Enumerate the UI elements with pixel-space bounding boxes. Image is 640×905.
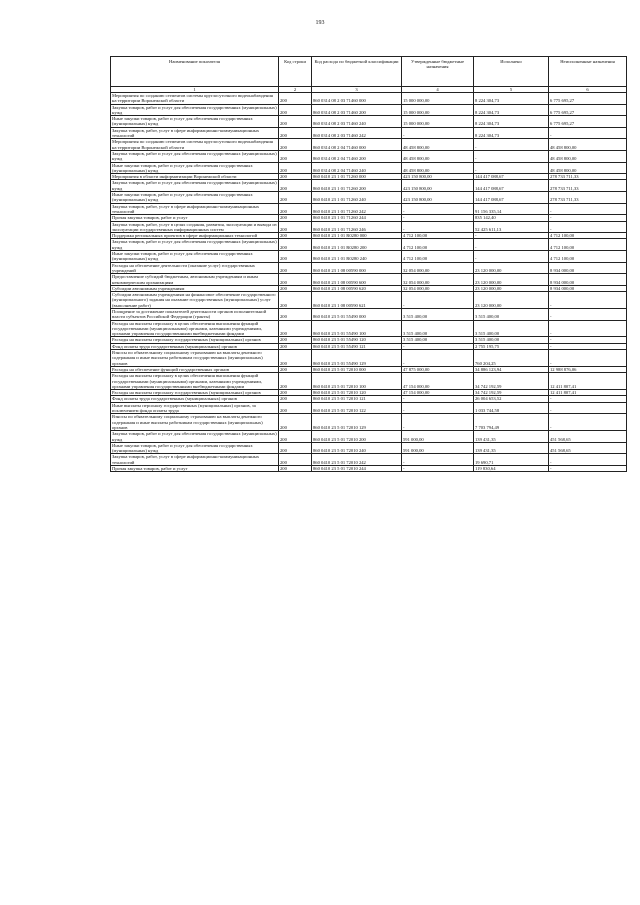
table-row (111, 262, 627, 274)
table-row (111, 431, 627, 443)
row-kbk: 860 0410 23 5 01 72010 100 (312, 373, 402, 390)
row-approved: - (402, 454, 474, 466)
header-row (111, 57, 627, 87)
row-executed: 8 224 304,73 (474, 127, 549, 139)
column-number: 6 (549, 87, 627, 93)
row-unexecuted: 4 712 100,00 (549, 233, 627, 239)
row-approved: - (402, 343, 474, 349)
row-name: Поощрение за достижение показателей деятельности органов исполнительной власти субъектов Российской Федерации (гранты) (111, 308, 279, 320)
row-executed: 7 703 794,49 (474, 414, 549, 431)
row-executed: 52 425 611,13 (474, 221, 549, 233)
row-approved: 47 154 000,00 (402, 373, 474, 390)
row-name: Субсидии автономным учреждениям на финансовое обеспечение государственного (муниципального) задания на оказание государственных (муниципальных) услуг (выполнение работ) (111, 292, 279, 309)
row-executed: 144 417 088,67 (474, 180, 549, 192)
row-name: Иные закупки товаров, работ и услуг для обеспечения государственных (муниципальных) нужд (111, 251, 279, 263)
column-number: 5 (474, 87, 549, 93)
row-name: Мероприятия в области информатизации Воронежской области (111, 174, 279, 180)
row-name: Расходы на выплаты персоналу в целях обеспечения выполнения функций государственными (муниципальными) органами, казенными учреждениями, органами управления государственными внебюджетными фондами (111, 373, 279, 390)
row-unexecuted: - (549, 320, 627, 337)
row-kbk: 860 0410 23 5 01 72010 129 (312, 414, 402, 431)
row-name: Предоставление субсидий бюджетным, автономным учреждениям и иным некоммерческим организациям (111, 274, 279, 286)
row-unexecuted: - (549, 292, 627, 309)
row-approved: 423 150 800,00 (402, 192, 474, 204)
row-kbk: 860 0410 23 1 01 71260 240 (312, 192, 402, 204)
row-executed: 19 690,71 (474, 454, 549, 466)
row-name: Расходы на выплаты персоналу в целях обеспечения выполнения функций государственными (муниципальными) органами, казенными учреждениями, органами управления государственными внебюджетными фондами (111, 320, 279, 337)
table-row (111, 127, 627, 139)
row-name: Закупка товаров, работ и услуг для обеспечения государственных (муниципальных) нужд (112, 431, 277, 442)
row-unexecuted: - (549, 466, 627, 472)
row-unexecuted: 451 568,65 (549, 431, 627, 443)
row-executed: 760 204,25 (474, 350, 549, 367)
row-line-code: 200 (279, 414, 312, 431)
row-executed: - (474, 139, 549, 151)
row-unexecuted: 6 775 695,27 (549, 104, 627, 116)
row-unexecuted: 48 458 800,00 (549, 162, 627, 174)
row-approved: - (402, 396, 474, 402)
row-kbk: 860 0410 23 5 01 55490 129 (312, 350, 402, 367)
row-approved: 423 150 800,00 (402, 174, 474, 180)
row-name: Закупка товаров, работ и услуг для обеспечения государственных (муниципальных) нужд (112, 239, 277, 250)
row-approved: 32 054 000,00 (402, 274, 474, 286)
row-kbk: 860 0314 08 2 03 71460 242 (312, 127, 402, 139)
row-approved: 591 000,00 (402, 442, 474, 454)
table-row (111, 150, 627, 162)
row-kbk: 860 0410 23 1 01 R0280 240 (312, 251, 402, 263)
row-line-code: 200 (279, 274, 312, 286)
budget-execution-table (110, 56, 627, 472)
row-approved: 4 712 100,00 (402, 251, 474, 263)
row-unexecuted: - (549, 337, 627, 343)
row-kbk: 860 0410 23 5 01 72010 000 (312, 366, 402, 372)
row-executed: 1 033 744,58 (474, 402, 549, 414)
row-approved: 4 712 100,00 (402, 233, 474, 239)
row-line-code: 200 (279, 203, 312, 215)
row-kbk: 860 0314 08 2 03 71460 200 (312, 104, 402, 116)
row-name: Взносы по обязательному социальному страхованию на выплаты денежного содержания и иные выплаты работникам государственных (муниципальных) органов (111, 414, 279, 431)
table-row (111, 274, 627, 286)
row-kbk: 860 0410 23 1 01 71260 200 (312, 180, 402, 192)
row-name: Фонд оплаты труда государственных (муниципальных) органов (111, 343, 279, 349)
row-line-code: 200 (279, 150, 312, 162)
row-unexecuted: 48 458 800,00 (549, 139, 627, 151)
table-row (111, 221, 627, 233)
table-row (111, 192, 627, 204)
header-approved: Утвержденные бюджетные назначения (402, 57, 474, 87)
row-executed: 119 830,64 (474, 466, 549, 472)
row-kbk: 860 0410 23 1 01 71260 242 (312, 203, 402, 215)
row-kbk: 860 0410 23 1 08 00590 620 (312, 285, 402, 291)
row-unexecuted: 4 712 100,00 (549, 239, 627, 251)
row-unexecuted: - (549, 308, 627, 320)
row-line-code: 200 (279, 116, 312, 128)
row-executed: 23 120 000,00 (474, 274, 549, 286)
row-kbk: 860 0410 23 5 01 55490 000 (312, 308, 402, 320)
row-kbk: 860 0314 08 2 04 71460 200 (312, 150, 402, 162)
row-unexecuted: - (549, 221, 627, 233)
row-kbk: 860 0410 23 5 01 72010 244 (312, 466, 402, 472)
row-executed: 144 417 088,67 (474, 174, 549, 180)
row-unexecuted: 12 988 876,06 (549, 366, 627, 372)
row-line-code: 200 (279, 93, 312, 105)
row-line-code: 200 (279, 233, 312, 239)
row-kbk: 860 0410 23 5 01 55490 121 (312, 343, 402, 349)
row-executed: 34 886 123,94 (474, 366, 549, 372)
row-line-code: 200 (279, 390, 312, 396)
row-name: Закупка товаров, работ, услуг в сфере информационно-коммуникационных технологий (111, 454, 279, 466)
table-row (111, 162, 627, 174)
row-approved: 48 458 800,00 (402, 150, 474, 162)
row-kbk: 860 0410 23 5 01 72010 240 (312, 442, 402, 454)
row-executed: 8 224 304,73 (474, 93, 549, 105)
row-approved: 15 000 000,00 (402, 104, 474, 116)
row-executed: - (474, 251, 549, 263)
row-line-code: 200 (279, 285, 312, 291)
row-name: Иные закупки товаров, работ и услуг для обеспечения государственных (муниципальных) нужд (111, 116, 279, 128)
row-approved: 423 150 800,00 (402, 180, 474, 192)
table-row (111, 239, 627, 251)
row-approved: 3 515 400,00 (402, 337, 474, 343)
row-approved: 48 458 800,00 (402, 162, 474, 174)
row-name: Прочая закупка товаров, работ и услуг (111, 466, 279, 472)
table-row (111, 350, 627, 367)
row-executed: 23 120 000,00 (474, 285, 549, 291)
row-name: Иные закупки товаров, работ и услуг для обеспечения государственных (муниципальных) нужд (111, 192, 279, 204)
row-line-code: 200 (279, 239, 312, 251)
row-line-code: 200 (279, 396, 312, 402)
row-executed: - (474, 233, 549, 239)
table-row (111, 320, 627, 337)
row-line-code: 200 (279, 454, 312, 466)
row-executed: 8 224 304,73 (474, 104, 549, 116)
row-approved: - (402, 203, 474, 215)
row-kbk: 860 0410 23 1 01 71260 246 (312, 221, 402, 233)
row-executed: 3 515 400,00 (474, 308, 549, 320)
row-executed: 34 742 192,59 (474, 390, 549, 396)
table-row (111, 203, 627, 215)
row-executed: 139 431,35 (474, 442, 549, 454)
row-approved: - (402, 221, 474, 233)
row-kbk: 860 0410 23 1 01 R0280 000 (312, 233, 402, 239)
row-kbk: 860 0314 08 2 03 71460 240 (312, 116, 402, 128)
row-kbk: 860 0410 23 1 08 00590 621 (312, 292, 402, 309)
header-unexecuted: Неисполненные назначения (549, 57, 627, 87)
row-unexecuted: 6 775 695,27 (549, 116, 627, 128)
row-name: Закупка товаров, работ и услуг для обеспечения государственных (муниципальных) нужд (112, 180, 277, 191)
row-approved: 32 054 000,00 (402, 285, 474, 291)
column-number: 2 (279, 87, 312, 93)
table-row (111, 454, 627, 466)
row-name: Закупка товаров, работ и услуг для обеспечения государственных (муниципальных) нужд (112, 104, 277, 115)
row-name: Закупка товаров, работ и услуг для обеспечения государственных (муниципальных) нужд (112, 150, 277, 162)
row-kbk: 860 0410 23 5 01 72010 120 (312, 390, 402, 396)
row-name: Закупка товаров, работ, услуг в целях создания, развития, эксплуатации и вывода из эксплуатации государственных информационных систем (112, 221, 277, 232)
row-unexecuted: - (549, 350, 627, 367)
row-line-code: 200 (279, 221, 312, 233)
row-executed: - (474, 162, 549, 174)
row-name: Расходы на выплаты персоналу государственных (муниципальных) органов (111, 390, 279, 396)
table-row (111, 116, 627, 128)
column-number: 4 (402, 87, 474, 93)
row-executed: 23 120 000,00 (474, 292, 549, 309)
row-unexecuted: - (549, 215, 627, 221)
row-name: Поддержка региональных проектов в сфере информационных технологий (111, 233, 279, 239)
row-executed: - (474, 150, 549, 162)
row-unexecuted: - (549, 454, 627, 466)
row-name: Фонд оплаты труда государственных (муниципальных) органов (111, 396, 279, 402)
row-unexecuted: 48 458 800,00 (549, 150, 627, 162)
row-name: Иные закупки товаров, работ и услуг для обеспечения государственных (муниципальных) нужд (111, 442, 279, 454)
table-row (111, 373, 627, 390)
row-unexecuted: 8 934 000,00 (549, 262, 627, 274)
row-executed: 3 515 400,00 (474, 320, 549, 337)
row-line-code: 200 (279, 337, 312, 343)
row-executed: 144 417 088,67 (474, 192, 549, 204)
row-kbk: 860 0410 23 1 01 71260 244 (312, 215, 402, 221)
row-kbk: 860 0410 23 5 01 72010 200 (312, 431, 402, 443)
table-row (111, 402, 627, 414)
row-unexecuted: 4 712 100,00 (549, 251, 627, 263)
row-line-code: 200 (279, 402, 312, 414)
table-row (111, 251, 627, 263)
row-unexecuted: - (549, 396, 627, 402)
row-line-code: 200 (279, 350, 312, 367)
row-name: Расходы на выплаты персоналу государственных (муниципальных) органов (111, 337, 279, 343)
row-kbk: 860 0410 23 1 01 R0280 200 (312, 239, 402, 251)
row-executed: 139 431,35 (474, 431, 549, 443)
row-unexecuted: 278 733 711,33 (549, 192, 627, 204)
row-approved: 15 000 000,00 (402, 116, 474, 128)
row-approved: 4 712 100,00 (402, 239, 474, 251)
row-name: Закупка товаров, работ, услуг в сфере информационно-коммуникационных технологий (111, 203, 279, 215)
row-line-code: 200 (279, 466, 312, 472)
row-approved: 591 000,00 (402, 431, 474, 443)
row-approved: 47 875 000,00 (402, 366, 474, 372)
row-unexecuted: - (549, 203, 627, 215)
row-name: Иные закупки товаров, работ и услуг для обеспечения государственных (муниципальных) нужд (111, 162, 279, 174)
row-line-code: 200 (279, 104, 312, 116)
row-approved: - (402, 215, 474, 221)
table-row (111, 466, 627, 472)
row-kbk: 860 0410 23 1 08 00590 000 (312, 262, 402, 274)
row-line-code: 200 (279, 262, 312, 274)
table-row (111, 442, 627, 454)
row-line-code: 200 (279, 162, 312, 174)
table-row (111, 292, 627, 309)
row-unexecuted: 8 934 000,00 (549, 285, 627, 291)
row-kbk: 860 0410 23 5 01 72010 242 (312, 454, 402, 466)
row-line-code: 200 (279, 139, 312, 151)
row-executed: 2 755 195,75 (474, 343, 549, 349)
row-name: Мероприятия по созданию сегментов системы круглосуточного видеонаблюдения на территории Воронежской области (111, 139, 279, 151)
row-approved: - (402, 292, 474, 309)
row-line-code: 200 (279, 180, 312, 192)
header-line-code: Код строки (279, 57, 312, 87)
row-line-code: 200 (279, 442, 312, 454)
row-unexecuted: 8 934 000,00 (549, 274, 627, 286)
table-row (111, 414, 627, 431)
row-unexecuted: - (549, 414, 627, 431)
row-kbk: 860 0410 23 5 01 72010 121 (312, 396, 402, 402)
row-approved: 32 054 000,00 (402, 262, 474, 274)
row-name: Расходы на обеспечение деятельности (оказание услуг) государственных учреждений (111, 262, 279, 274)
row-name: Закупка товаров, работ, услуг в сфере информационно-коммуникационных технологий (111, 127, 279, 139)
row-line-code: 200 (279, 431, 312, 443)
table-row (111, 180, 627, 192)
row-approved: 47 154 000,00 (402, 390, 474, 396)
header-name: Наименование показателя (111, 57, 279, 87)
row-kbk: 860 0314 08 2 04 71460 240 (312, 162, 402, 174)
row-approved: - (402, 127, 474, 139)
row-line-code: 200 (279, 192, 312, 204)
row-kbk: 860 0410 23 5 01 72010 122 (312, 402, 402, 414)
row-unexecuted: 6 775 695,27 (549, 93, 627, 105)
row-unexecuted: - (549, 343, 627, 349)
row-line-code: 200 (279, 308, 312, 320)
row-unexecuted: 451 568,65 (549, 442, 627, 454)
row-approved: - (402, 350, 474, 367)
row-line-code: 200 (279, 320, 312, 337)
table-row (111, 139, 627, 151)
table-row (111, 93, 627, 105)
row-line-code: 200 (279, 292, 312, 309)
row-approved: 48 458 800,00 (402, 139, 474, 151)
row-unexecuted: - (549, 402, 627, 414)
header-kbk: Код расхода по бюджетной классификации (312, 57, 402, 87)
row-name: Расходы на обеспечение функций государственных органов (111, 366, 279, 372)
row-kbk: 860 0410 23 5 01 55490 120 (312, 337, 402, 343)
row-kbk: 860 0314 08 2 03 71460 000 (312, 93, 402, 105)
row-kbk: 860 0410 23 1 01 71260 000 (312, 174, 402, 180)
row-name: Иные выплаты персоналу государственных (муниципальных) органов, за исключением фонда оплаты труда (111, 402, 279, 414)
row-executed: 3 515 400,00 (474, 337, 549, 343)
row-unexecuted: 12 411 807,41 (549, 390, 627, 396)
row-unexecuted: 278 733 711,33 (549, 174, 627, 180)
header-executed: Исполнено (474, 57, 549, 87)
row-executed: 91 156 335,14 (474, 203, 549, 215)
row-executed: 23 120 000,00 (474, 262, 549, 274)
row-executed: 835 142,40 (474, 215, 549, 221)
row-approved: - (402, 414, 474, 431)
row-line-code: 200 (279, 373, 312, 390)
row-approved: 3 515 400,00 (402, 308, 474, 320)
row-kbk: 860 0410 23 1 08 00590 600 (312, 274, 402, 286)
row-line-code: 200 (279, 251, 312, 263)
table-row (111, 104, 627, 116)
row-unexecuted: - (549, 127, 627, 139)
column-number: 3 (312, 87, 402, 93)
row-executed: 8 224 304,73 (474, 116, 549, 128)
row-name: Взносы по обязательному социальному страхованию на выплаты денежного содержания и иные выплаты работникам государственных (муниципальных) органов (111, 350, 279, 367)
row-line-code: 200 (279, 174, 312, 180)
row-executed: 34 742 192,59 (474, 373, 549, 390)
row-line-code: 200 (279, 127, 312, 139)
table-row (111, 308, 627, 320)
row-name: Субсидии автономным учреждениям (111, 285, 279, 291)
row-kbk: 860 0314 08 2 04 71460 000 (312, 139, 402, 151)
row-executed: - (474, 239, 549, 251)
row-approved: 15 000 000,00 (402, 93, 474, 105)
row-approved: - (402, 466, 474, 472)
column-number: 1 (111, 87, 279, 93)
row-name: Прочая закупка товаров, работ и услуг (111, 215, 279, 221)
row-line-code: 200 (279, 366, 312, 372)
row-approved: 3 515 400,00 (402, 320, 474, 337)
row-name: Мероприятия по созданию сегментов системы круглосуточного видеонаблюдения на территории Воронежской области (111, 93, 279, 105)
page-number: 193 (315, 20, 325, 26)
row-executed: 26 004 653,52 (474, 396, 549, 402)
row-approved: - (402, 402, 474, 414)
row-unexecuted: 278 733 711,33 (549, 180, 627, 192)
row-kbk: 860 0410 23 5 01 55490 100 (312, 320, 402, 337)
row-line-code: 200 (279, 343, 312, 349)
row-line-code: 200 (279, 215, 312, 221)
row-unexecuted: 12 411 807,41 (549, 373, 627, 390)
